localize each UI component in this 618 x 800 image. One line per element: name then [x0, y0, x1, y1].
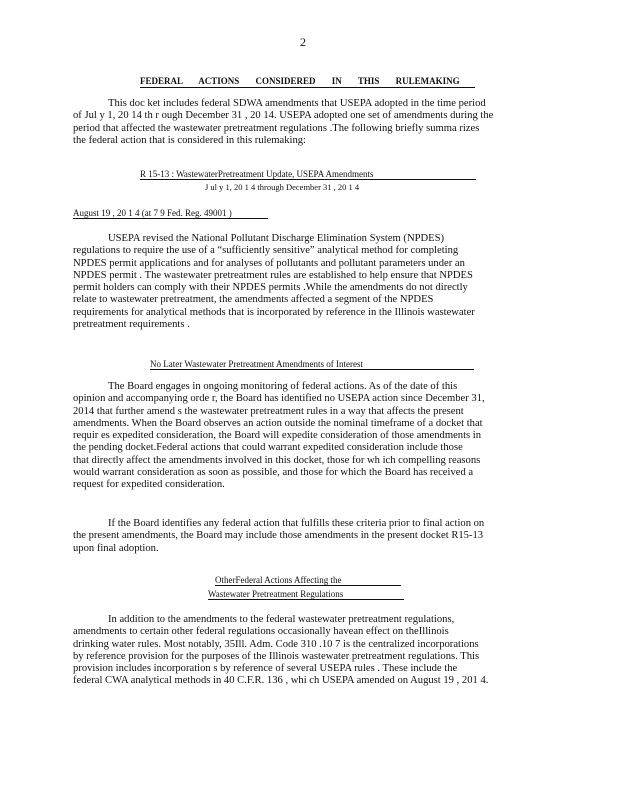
federal-register-line: August 19 , 20 1 4 (at 7 9 Fed. Reg. 49001 ) [73, 208, 268, 219]
text-line: drinking water rules. Most notably, 35Ill. Adm. Code 310 .10 7 is the centralized incorporations [73, 638, 479, 650]
text-line: amendments. When the Board observes an action outside the nominal timeframe of a docket that [73, 417, 483, 429]
other-regulations-paragraph [73, 614, 536, 688]
text-line: 2014 that further amend s the wastewater pretreatment rules in a way that affects the present [73, 405, 464, 417]
text-line: pretreatment requirements . [73, 319, 190, 331]
page-number: 2 [300, 35, 306, 49]
npdes-paragraph [73, 233, 536, 331]
text-line: NPDES permit applications and for analyses of pollutants and pollutant parameters under an [73, 257, 465, 269]
text-line: NPDES permit . The wastewater pretreatment rules are established to help ensure that NPDES [73, 269, 473, 281]
text-line: the federal action that is considered in this rulemaking: [73, 134, 306, 146]
text-line: by reference provision for the purposes of the Illinois wastewater pretreatment regulations. This [73, 650, 480, 662]
text-line: USEPA revised the National Pollutant Discharge Elimination System (NPDES) [108, 233, 445, 244]
criteria-paragraph [73, 518, 536, 555]
text-line: would warrant consideration as soon as possible, and those for which the Board has received a [73, 467, 474, 479]
text-line: The Board engages in ongoing monitoring of federal actions. As of the date of this [108, 381, 458, 392]
text-line: relate to wastewater pretreatment, the amendments affected a segment of the NPDES [73, 294, 434, 306]
text-line: the present amendments, the Board may include those amendments in the present docket R15-13 [73, 530, 484, 542]
text-line: requirements for analytical methods that is incorporated by reference in the Illinois wastewater [73, 306, 475, 318]
monitoring-paragraph [73, 381, 536, 492]
text-line: permit holders can comply with their NPDES permits .While the amendments do not directly [73, 282, 468, 294]
docket-label: R 15-13 : WastewaterPretreatment Update, USEPA Amendments [140, 169, 476, 180]
text-line: period that affected the wastewater pretreatment regulations .The following briefly summa rizes [73, 122, 480, 134]
docket-dates: J ul y 1, 20 1 4 through December 31 , 20 1 4 [205, 182, 360, 192]
text-line: opinion and accompanying orde r, the Board has identified no USEPA action since December 31, [73, 393, 485, 405]
text-line: In addition to the amendments to the federal wastewater pretreatment regulations, [108, 614, 455, 625]
other-federal-actions-subheading: Wastewater Pretreatment Regulations [208, 589, 404, 600]
text-line: provision includes incorporation s by reference of several USEPA rules . These include the [73, 663, 458, 675]
text-line: If the Board identifies any federal action that fulfills these criteria prior to final action on [108, 518, 485, 529]
other-federal-actions-heading: OtherFederal Actions Affecting the [215, 575, 401, 586]
text-line: that directly affect the amendments involved in this docket, those for wh ich compelling reasons [73, 454, 481, 466]
federal-actions-heading: FEDERAL ACTIONS CONSIDERED IN THIS RULEMAKING [140, 76, 475, 88]
text-line: federal CWA analytical methods in 40 C.F.R. 136 , whi ch USEPA amended on August 19 , 201 4. [73, 675, 489, 687]
text-line: the pending docket.Federal actions that could warrant expedited consideration include those [73, 442, 463, 454]
intro-paragraph [73, 98, 536, 147]
text-line: upon final adoption. [73, 542, 159, 554]
no-later-amendments-heading: No Later Wastewater Pretreatment Amendments of Interest [150, 359, 474, 370]
text-line: of Jul y 1, 20 14 th r ough December 31 , 20 14. USEPA adopted one set of amendments during the [73, 110, 494, 122]
text-line: requir es expedited consideration, the Board will expedite consideration of those amendments in [73, 430, 482, 442]
text-line: This doc ket includes federal SDWA amendments that USEPA adopted in the time period [108, 98, 486, 109]
text-line: request for expedited consideration. [73, 479, 225, 491]
text-line: regulations to require the use of a “sufficiently sensitive” analytical method for completing [73, 245, 459, 257]
text-line: amendments to certain other federal regulations occasionally havean effect on theIllinois [73, 626, 449, 638]
